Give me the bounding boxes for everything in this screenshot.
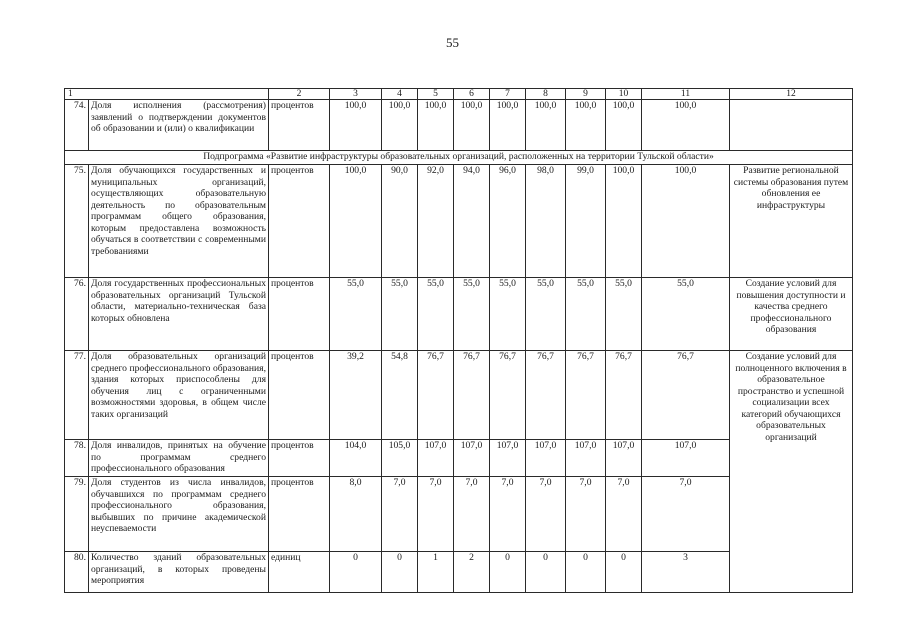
table-row (65, 278, 853, 351)
value-cell: 55,0 (606, 278, 642, 351)
unit-cell: процентов (269, 100, 330, 151)
value-cell: 55,0 (382, 278, 418, 351)
value-cell: 100,0 (606, 100, 642, 151)
note-cell: Создание условий для повышения доступности и качества среднего профессионального образования (730, 278, 853, 351)
value-cell: 100,0 (418, 100, 454, 151)
value-cell: 55,0 (526, 278, 566, 351)
value-cell: 55,0 (566, 278, 606, 351)
header-cell: 11 (642, 89, 730, 100)
value-cell: 2 (454, 552, 490, 593)
header-cell: 12 (730, 89, 853, 100)
value-cell: 100,0 (642, 100, 730, 151)
value-cell: 100,0 (330, 165, 382, 278)
header-cell: 9 (566, 89, 606, 100)
table-row (65, 100, 853, 151)
value-cell: 100,0 (490, 100, 526, 151)
value-cell: 54,8 (382, 351, 418, 440)
indicators-table (64, 88, 853, 593)
note-cell (730, 100, 853, 151)
value-cell: 0 (606, 552, 642, 593)
value-cell: 7,0 (606, 477, 642, 552)
value-cell: 107,0 (526, 440, 566, 477)
row-number: 77. (65, 351, 89, 440)
indicator-name: Доля обучающихся государственных и муниципальных организаций, осуществляющих образовательную деятельность по образовательным программам общего образования, которым предоставлена возможность обучаться в соответствии с современными требованиями (89, 165, 269, 278)
header-cell: 4 (382, 89, 418, 100)
value-cell: 0 (382, 552, 418, 593)
value-cell: 94,0 (454, 165, 490, 278)
header-row (65, 89, 853, 100)
header-cell: 1 (65, 89, 269, 100)
header-cell: 3 (330, 89, 382, 100)
row-number: 79. (65, 477, 89, 552)
value-cell: 90,0 (382, 165, 418, 278)
row-number: 80. (65, 552, 89, 593)
subprogram-title: Подпрограмма «Развитие инфраструктуры образовательных организаций, расположенных на территории Тульской области» (65, 151, 853, 165)
value-cell: 100,0 (382, 100, 418, 151)
value-cell: 100,0 (642, 165, 730, 278)
row-number: 76. (65, 278, 89, 351)
value-cell: 107,0 (490, 440, 526, 477)
value-cell: 0 (330, 552, 382, 593)
value-cell: 105,0 (382, 440, 418, 477)
value-cell: 3 (642, 552, 730, 593)
value-cell: 76,7 (566, 351, 606, 440)
value-cell: 7,0 (418, 477, 454, 552)
header-cell: 7 (490, 89, 526, 100)
value-cell: 98,0 (526, 165, 566, 278)
value-cell: 8,0 (330, 477, 382, 552)
value-cell: 7,0 (490, 477, 526, 552)
table-row (65, 351, 853, 440)
unit-cell: процентов (269, 165, 330, 278)
value-cell: 92,0 (418, 165, 454, 278)
value-cell: 76,7 (606, 351, 642, 440)
value-cell: 100,0 (606, 165, 642, 278)
value-cell: 76,7 (642, 351, 730, 440)
value-cell: 100,0 (566, 100, 606, 151)
indicator-name: Доля государственных профессиональных образовательных организаций Тульской области, материально-техническая база которых обновлена (89, 278, 269, 351)
note-cell: Создание условий для полноценного включения в образовательное пространство и успешной социализации всех категорий обучающихся образовательных организаций (730, 351, 853, 593)
header-cell: 2 (269, 89, 330, 100)
value-cell: 7,0 (454, 477, 490, 552)
value-cell: 76,7 (454, 351, 490, 440)
row-number: 78. (65, 440, 89, 477)
value-cell: 107,0 (642, 440, 730, 477)
header-cell: 8 (526, 89, 566, 100)
value-cell: 39,2 (330, 351, 382, 440)
value-cell: 76,7 (418, 351, 454, 440)
table-row (65, 165, 853, 278)
unit-cell: процентов (269, 278, 330, 351)
value-cell: 107,0 (566, 440, 606, 477)
unit-cell: процентов (269, 440, 330, 477)
value-cell: 107,0 (418, 440, 454, 477)
value-cell: 100,0 (526, 100, 566, 151)
value-cell: 7,0 (566, 477, 606, 552)
row-number: 74. (65, 100, 89, 151)
value-cell: 107,0 (606, 440, 642, 477)
value-cell: 100,0 (330, 100, 382, 151)
value-cell: 0 (526, 552, 566, 593)
value-cell: 104,0 (330, 440, 382, 477)
indicator-name: Доля образовательных организаций среднего профессионального образования, здания которых приспособлены для обучения лиц с ограниченными возможностями здоровья, в общем числе таких организаций (89, 351, 269, 440)
header-cell: 6 (454, 89, 490, 100)
value-cell: 55,0 (418, 278, 454, 351)
page-number: 55 (446, 35, 459, 50)
value-cell: 76,7 (526, 351, 566, 440)
indicator-name: Доля инвалидов, принятых на обучение по программам среднего профессионального образования (89, 440, 269, 477)
value-cell: 55,0 (454, 278, 490, 351)
indicator-name: Доля студентов из числа инвалидов, обучавшихся по программам среднего профессионального образования, выбывших по причине академической неуспеваемости (89, 477, 269, 552)
value-cell: 0 (490, 552, 526, 593)
value-cell: 99,0 (566, 165, 606, 278)
value-cell: 100,0 (454, 100, 490, 151)
header-cell: 10 (606, 89, 642, 100)
value-cell: 55,0 (490, 278, 526, 351)
note-cell: Развитие региональной системы образования путем обновления ее инфраструктуры (730, 165, 853, 278)
value-cell: 7,0 (526, 477, 566, 552)
indicator-name: Доля исполнения (рассмотрения) заявлений о подтверждении документов об образовании и (или) о квалификации (89, 100, 269, 151)
value-cell: 107,0 (454, 440, 490, 477)
value-cell: 7,0 (382, 477, 418, 552)
value-cell: 55,0 (642, 278, 730, 351)
value-cell: 96,0 (490, 165, 526, 278)
indicator-name: Количество зданий образовательных организаций, в которых проведены мероприятия (89, 552, 269, 593)
unit-cell: процентов (269, 351, 330, 440)
unit-cell: единиц (269, 552, 330, 593)
subprogram-row (65, 151, 853, 165)
value-cell: 1 (418, 552, 454, 593)
row-number: 75. (65, 165, 89, 278)
value-cell: 7,0 (642, 477, 730, 552)
value-cell: 55,0 (330, 278, 382, 351)
unit-cell: процентов (269, 477, 330, 552)
header-cell: 5 (418, 89, 454, 100)
value-cell: 0 (566, 552, 606, 593)
value-cell: 76,7 (490, 351, 526, 440)
